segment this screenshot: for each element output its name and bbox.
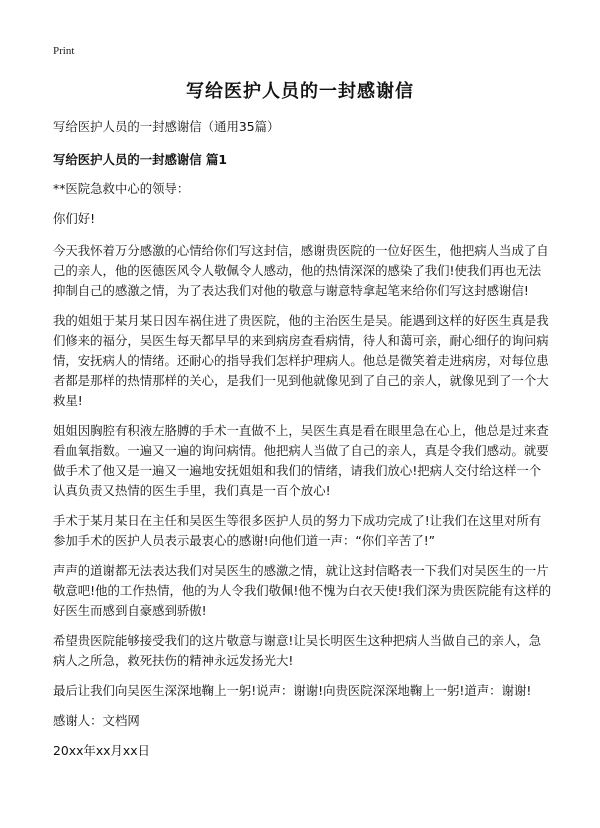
letter-date: 20xx年xx月xx日 bbox=[53, 743, 150, 758]
page-title: 写给医护人员的一封感谢信 bbox=[186, 81, 414, 102]
body-paragraph: 最后让我们向吴医生深深地鞠上一躬!说声：谢谢!向贵医院深深地鞠上一躬!道声：谢谢! bbox=[53, 683, 532, 698]
body-paragraph: 手术于某月某日在主任和吴医生等很多医护人员的努力下成功完成了!让我们在这里对所有参加手术的医护人员表示最衷心的感谢!向他们道一声：“你们辛苦了!” bbox=[53, 513, 542, 548]
document-body bbox=[53, 117, 553, 771]
salutation-recipient: **医院急救中心的领导： bbox=[53, 181, 190, 196]
section-heading: 写给医护人员的一封感谢信 篇1 bbox=[53, 152, 228, 167]
greeting: 你们好! bbox=[53, 211, 96, 226]
body-paragraph: 姐姐因胸腔有积液左胳膊的手术一直做不上，吴医生真是看在眼里急在心上，他总是过来查看血氧指数。一遍又一遍的询问病情。他把病人当做了自己的亲人，真是令我们感动。就要做手术了他又是一遍又一遍地安抚姐姐和我们的情绪，请我们放心!把病人交付给这样一个认真负责又热情的医生手里，我们真是一百个放心! bbox=[53, 423, 549, 498]
signature: 感谢人：文档网 bbox=[53, 713, 140, 728]
print-link[interactable]: Print bbox=[53, 45, 75, 57]
body-paragraph: 今天我怀着万分感激的心情给你们写这封信，感谢贵医院的一位好医生，他把病人当成了自己的亲人，他的医德医风令人敬佩令人感动，他的热情深深的感染了我们!使我们再也无法抑制自己的感激之情，为了表达我们对他的敬意与谢意特拿起笔来给你们写这封感谢信! bbox=[53, 243, 549, 298]
body-paragraph: 声声的道谢都无法表达我们对吴医生的感激之情，就让这封信略表一下我们对吴医生的一片敬意吧!他的工作热情，他的为人令我们敬佩!他不愧为白衣天使!我们深为贵医院能有这样的好医生而感到自豪感到骄傲! bbox=[53, 563, 552, 618]
body-paragraph: 我的姐姐于某月某日因车祸住进了贵医院，他的主治医生是吴。能遇到这样的好医生真是我们修来的福分，吴医生每天都早早的来到病房查看病情，待人和蔼可亲，耐心细仔的询问病情，安抚病人的情绪。还耐心的指导我们怎样护理病人。他总是微笑着走进病房，对每位患者都是那样的热情那样的关心，是我们一见到他就像见到了自己的亲人，就像见到了一个大救星! bbox=[53, 313, 549, 408]
body-paragraph: 希望贵医院能够接受我们的这片敬意与谢意!让吴长明医生这种把病人当做自己的亲人，急病人之所急，救死扶伤的精神永远发扬光大! bbox=[53, 633, 542, 668]
document-subtitle: 写给医护人员的一封感谢信（通用35篇） bbox=[53, 119, 280, 134]
